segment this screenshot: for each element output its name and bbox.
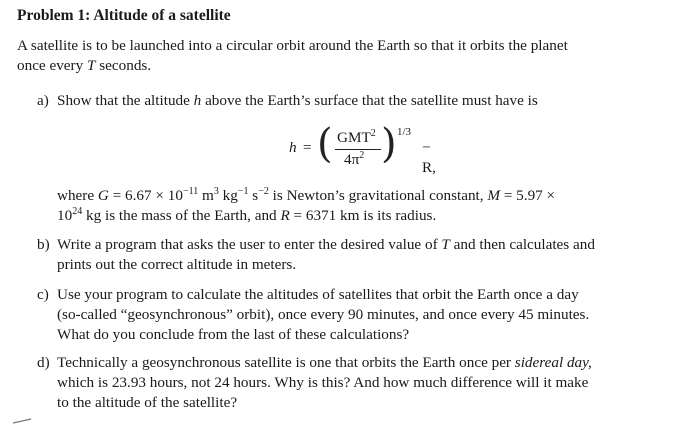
part-b-line-1 <box>57 235 692 255</box>
part-c <box>37 285 692 345</box>
part-d-line-3: to the altitude of the satellite? <box>57 394 238 411</box>
part-d-label: d) <box>37 354 50 371</box>
part-c-line-1: Use your program to calculate the altitudes of satellites that orbit the Earth once a day <box>57 286 579 303</box>
var-T: T <box>87 57 96 74</box>
part-c-line-2: (so-called “geosynchronous” orbit), once every 90 minutes, and once every 45 minutes. <box>57 306 590 323</box>
left-paren-icon: ( <box>317 121 333 167</box>
right-paren-icon: ) <box>381 121 397 167</box>
intro-text-end: seconds. <box>95 57 152 74</box>
r-description: = 6371 km is its radius. <box>289 207 437 224</box>
part-a-where <box>37 186 692 226</box>
part-c-line-3: What do you conclude from the last of these calculations? <box>57 326 410 343</box>
denominator-text: 4π <box>344 151 360 168</box>
formula-lhs: h <box>289 139 297 156</box>
where-text: where <box>57 187 98 204</box>
formula-denominator <box>344 150 364 170</box>
unit-m-exp: 3 <box>213 185 219 197</box>
part-b <box>37 235 692 275</box>
problem-intro <box>17 36 692 76</box>
intro-line-2 <box>17 56 692 76</box>
part-d-text-pre: Technically a geosynchronous satellite is one that orbits the Earth once per <box>57 354 515 371</box>
intro-line-1: A satellite is to be launched into a circular orbit around the Earth so that it orbits the planet <box>17 37 568 54</box>
part-a-text <box>57 91 692 111</box>
g-value: = 6.67 × 10 <box>108 187 183 204</box>
part-d-line-2: which is 23.93 hours, not 24 hours. Why is this? And how much difference will it make <box>57 374 589 391</box>
var-h: h <box>193 92 202 109</box>
where-line-1 <box>57 186 692 206</box>
unit-kg-exp: −1 <box>237 185 249 197</box>
formula-numerator <box>337 128 376 148</box>
part-c-label: c) <box>37 286 49 303</box>
m-value-exp: 24 <box>72 205 83 217</box>
problem-title: Problem 1: Altitude of a satellite <box>17 7 231 24</box>
numerator-text: GMT <box>337 129 371 146</box>
unit-s: s <box>248 187 259 204</box>
var-G: G <box>97 187 109 204</box>
denominator-exp: 2 <box>359 149 365 161</box>
g-description: is Newton’s gravitational constant, <box>268 187 488 204</box>
unit-s-exp: −2 <box>258 185 269 197</box>
var-R: R <box>280 207 290 224</box>
formula-equals: = <box>303 139 312 156</box>
sidereal-day-emphasis: sidereal day, <box>514 354 592 371</box>
part-d-line-1 <box>57 353 692 373</box>
numerator-exp: 2 <box>370 127 376 139</box>
where-line-2 <box>57 206 692 226</box>
m-value: = 5.97 × <box>500 187 556 204</box>
unit-m: m <box>198 187 214 204</box>
var-M: M <box>487 187 501 204</box>
m-value-base: 10 <box>57 207 73 224</box>
formula-exponent: 1/3 <box>397 126 412 138</box>
part-b-text-pre: Write a program that asks the user to enter the desired value of <box>57 236 442 253</box>
part-d <box>37 353 692 413</box>
m-description: kg is the mass of the Earth, and <box>82 207 281 224</box>
part-a-text-pre: Show that the altitude <box>57 92 194 109</box>
formula-tail: − R, <box>422 139 436 176</box>
part-b-label: b) <box>37 236 50 253</box>
part-b-text-post: and then calculates and <box>449 236 595 253</box>
var-T-b: T <box>441 236 450 253</box>
part-a-text-post: above the Earth’s surface that the satellite must have is <box>201 92 538 109</box>
part-b-line-2: prints out the correct altitude in meters. <box>57 256 297 273</box>
intro-text: once every <box>17 57 87 74</box>
g-exp: −11 <box>182 185 199 197</box>
part-a <box>37 91 692 111</box>
edge-mark-icon <box>13 418 33 424</box>
unit-kg: kg <box>218 187 238 204</box>
part-a-label: a) <box>37 92 49 109</box>
